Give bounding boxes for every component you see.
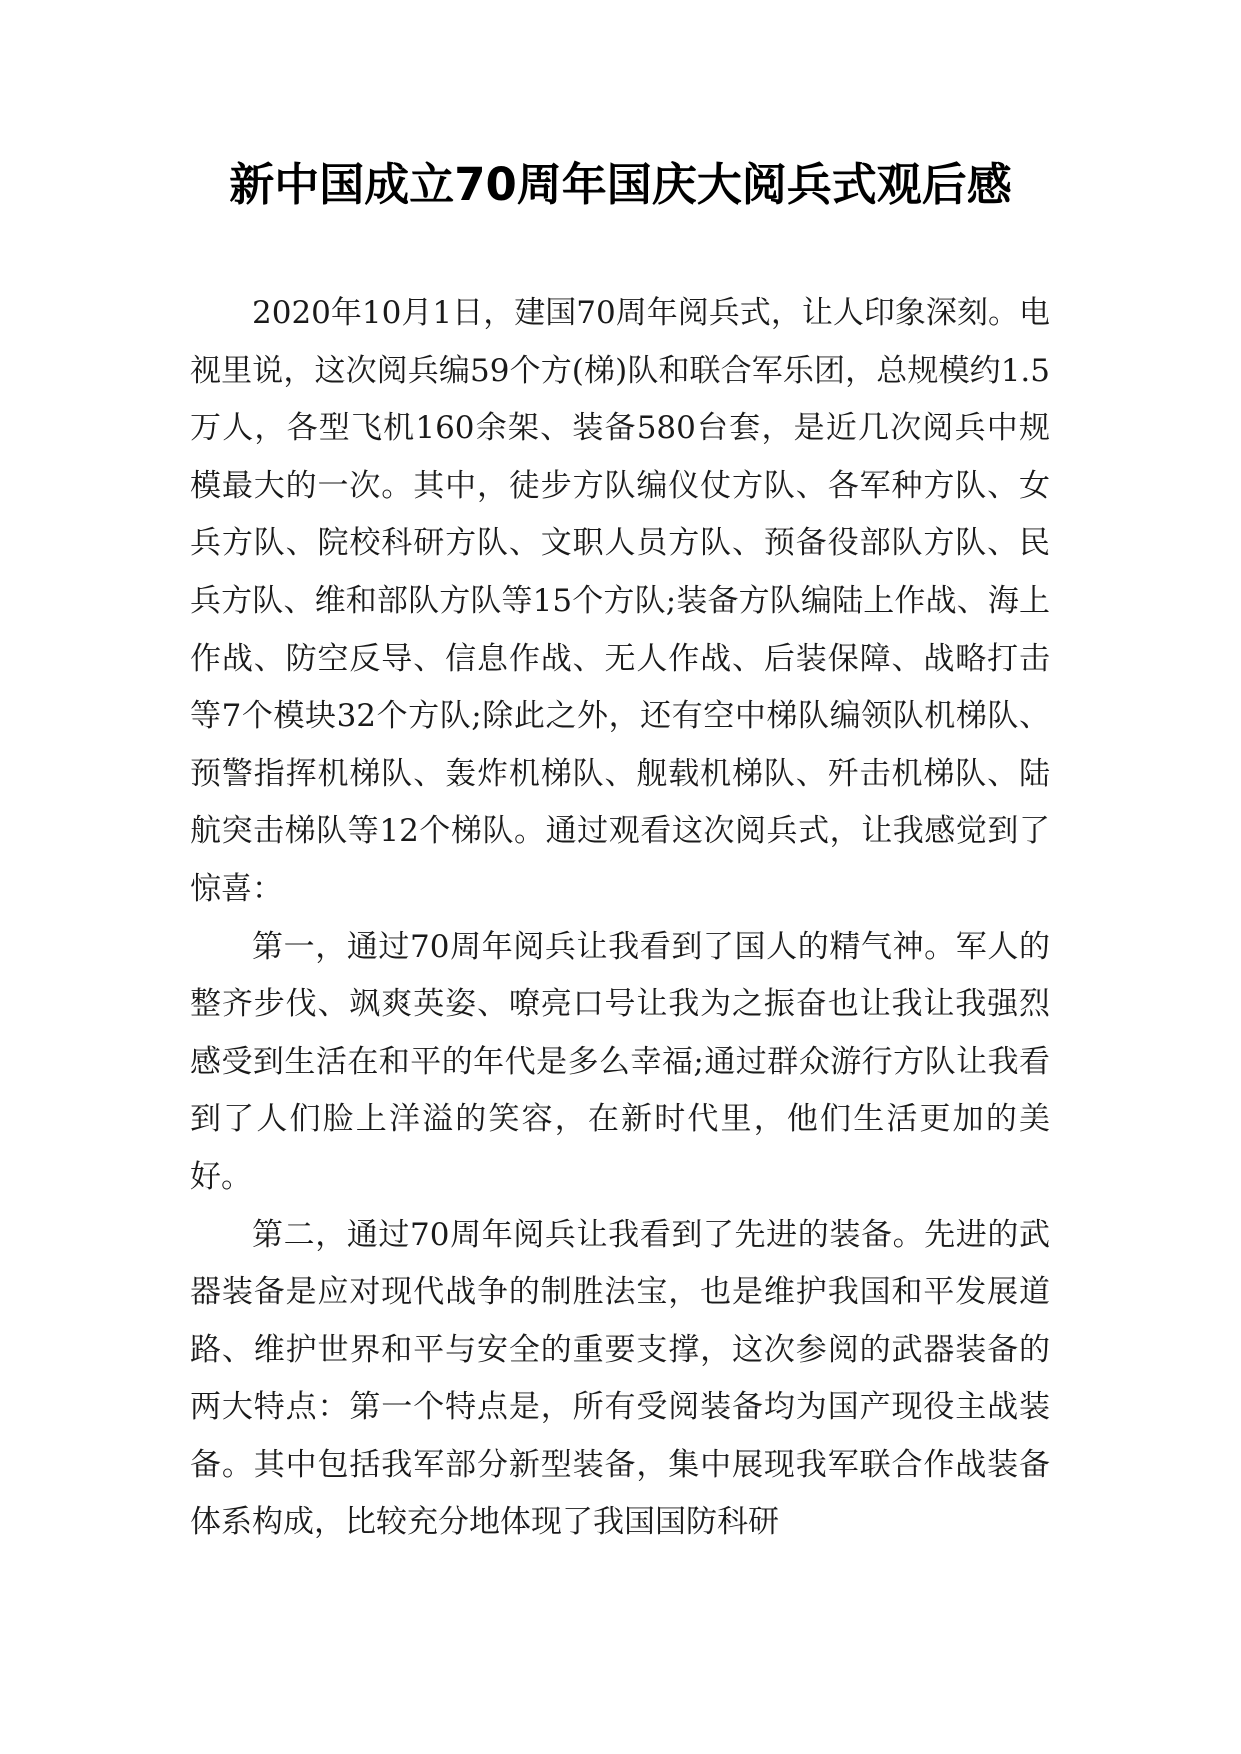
document-title: 新中国成立70周年国庆大阅兵式观后感 xyxy=(229,158,1012,211)
paragraph-second-point: 第二，通过70周年阅兵让我看到了先进的装备。先进的武器装备是应对现代战争的制胜法宝，也是维护我国和平发展道路、维护世界和平与安全的重要支撑，这次参阅的武器装备的两大特点：第一个特点是，所有受阅装备均为国产现役主战装备。其中包括我军部分新型装备，集中展现我军联合作战装备体系构成，比较充分地体现了我国国防科研 xyxy=(190,1216,1050,1541)
document-body xyxy=(190,285,1050,1552)
paragraph-intro: 2020年10月1日，建国70周年阅兵式，让人印象深刻。电视里说，这次阅兵编59个方(梯)队和联合军乐团，总规模约1.5万人，各型飞机160余架、装备580台套，是近几次阅兵中规模最大的一次。其中，徒步方队编仪仗方队、各军种方队、女兵方队、院校科研方队、文职人员方队、预备役部队方队、民兵方队、维和部队方队等15个方队;装备方队编陆上作战、海上作战、防空反导、信息作战、无人作战、后装保障、战略打击等7个模块32个方队;除此之外，还有空中梯队编领队机梯队、预警指挥机梯队、轰炸机梯队、舰载机梯队、歼击机梯队、陆航突击梯队等12个梯队。通过观看这次阅兵式，让我感觉到了惊喜： xyxy=(190,295,1050,907)
paragraph-first-point: 第一，通过70周年阅兵让我看到了国人的精气神。军人的整齐步伐、飒爽英姿、嘹亮口号让我为之振奋也让我让我强烈感受到生活在和平的年代是多么幸福;通过群众游行方队让我看到了人们脸上洋溢的笑容，在新时代里，他们生活更加的美好。 xyxy=(190,928,1050,1195)
